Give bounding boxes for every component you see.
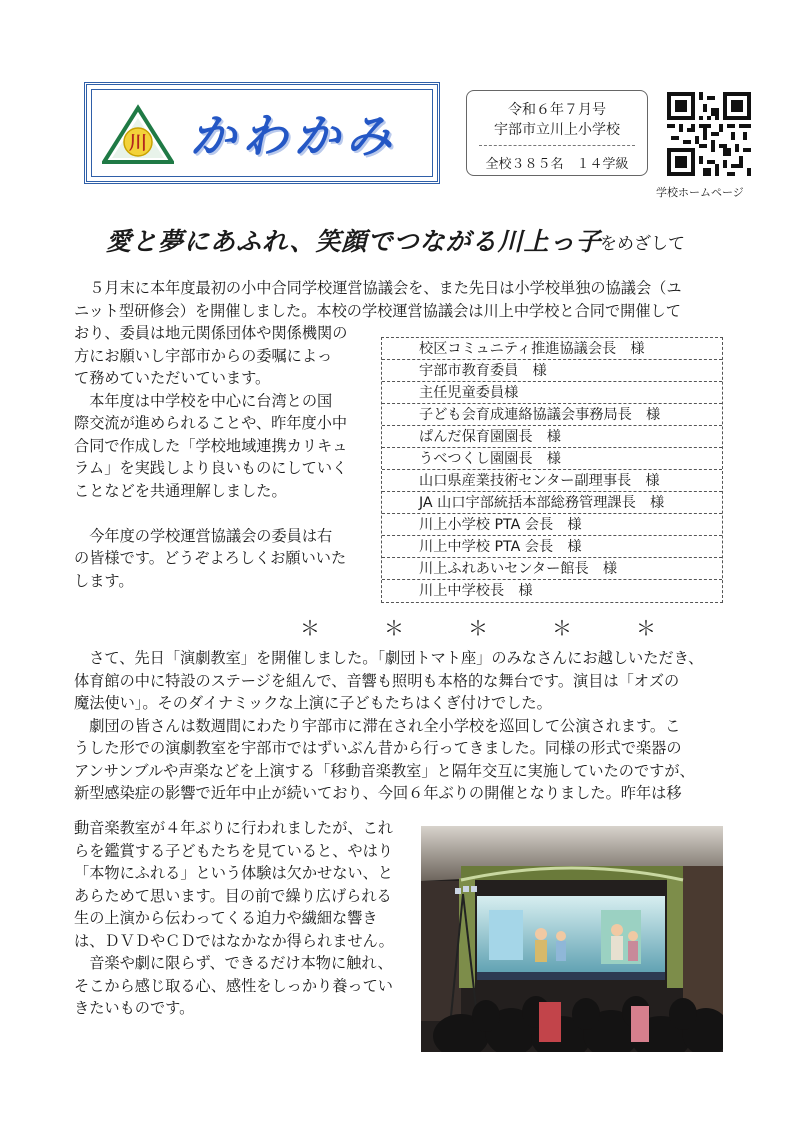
info-divider	[479, 145, 635, 146]
committee-members-list	[381, 337, 723, 603]
section2-line: そこから感じ取る心、感性をしっかり養ってい	[74, 976, 393, 995]
section1-line: します。	[74, 571, 134, 590]
masthead-frame	[91, 89, 433, 177]
section2-line: うした形での演劇教室を宇部市ではずいぶん昔から行ってきました。同様の形式で楽器の	[74, 739, 682, 757]
member-row: JA 山口宇部統括本部総務管理課長 様	[382, 492, 722, 514]
section2-line: 体育館の中に特設のステージを組んで、音響も照明も本格的な舞台です。演目は「オズの	[74, 671, 680, 690]
section2-line: 「本物にふれる」という体験は欠かせない、と	[74, 864, 393, 882]
section1-line: 本年度は中学校を中心に台湾との国	[74, 391, 333, 410]
member-row: うべつくし園園長 様	[382, 448, 722, 470]
section2-line: 生の上演から伝わってくる迫力や繊細な響き	[74, 909, 378, 927]
member-row: 川上ふれあいセンター館長 様	[382, 558, 722, 580]
headline-sub: をめざして	[600, 234, 685, 254]
member-row: 川上中学校 PTA 会長 様	[382, 536, 722, 558]
section2-line: 音楽や劇に限らず、できるだけ本物に触れ、	[74, 954, 393, 972]
newsletter-title: かわかみ	[190, 109, 398, 163]
enrollment: 全校３８５名 １４学級	[485, 157, 629, 172]
member-row: ぱんだ保育園園長 様	[382, 426, 722, 448]
section2-line: 新型感染症の影響で近年中止が続いており、今回６年ぶりの開催となりました。昨年は移	[74, 784, 682, 802]
section2-line: 魔法使い」。そのダイナミックな上演に子どもたちはくぎ付けでした。	[74, 694, 552, 712]
logo-char: 川	[129, 133, 147, 154]
section2-line: 劇団の皆さんは数週間にわたり宇部市に滞在され全小学校を巡回して公演されます。こ	[74, 716, 681, 735]
headline-main: 愛と夢にあふれ、笑顔でつながる川上っ子	[106, 227, 602, 256]
section1-intro	[74, 277, 734, 322]
section1-line: て務めていただいています。	[74, 369, 271, 387]
section1-line: の皆様です。どうぞよろしくお願いいた	[74, 549, 347, 567]
section1-line: おり、委員は地元関係団体や関係機関の	[74, 324, 348, 342]
section2-intro	[74, 647, 734, 805]
issue-info-box	[466, 90, 648, 176]
section2-line: さて、先日「演劇教室」を開催しました。「劇団トマト座」のみなさんにお越しいただき、	[74, 649, 704, 667]
section2-line: アンサンブルや声楽などを上演する「移動音楽教室」と隔年交互に実施していたのですが、	[74, 761, 695, 780]
member-row: 川上中学校長 様	[419, 583, 533, 599]
section-divider: ＊ ＊ ＊ ＊ ＊	[300, 616, 678, 640]
member-row: 山口県産業技術センター副理事長 様	[382, 470, 722, 492]
section2-line: らを鑑賞する子どもたちを見ていると、やはり	[74, 841, 393, 860]
theater-performance-photo	[421, 826, 723, 1052]
section1-line: 合同で作成した「学校地域連携カリキュ	[74, 436, 348, 455]
masthead	[84, 82, 440, 184]
member-row: 主任児童委員様	[382, 382, 722, 404]
section1-line: ことなどを共通理解しました。	[74, 481, 287, 500]
member-row: 子ども会育成連絡協議会事務局長 様	[382, 404, 722, 426]
member-row: 宇部市教育委員 様	[382, 360, 722, 382]
section1-line: ニット型研修会）を開催しました。本校の学校運営協議会は川上中学校と合同で開催して	[74, 301, 681, 320]
section1-blank	[74, 502, 374, 525]
section2-line: は、ＤＶＤやＣＤではなかなか得られません。	[74, 931, 394, 950]
section2-left-column	[74, 817, 414, 1020]
section1-line: 方にお願いし宇部市からの委嘱によっ	[74, 346, 333, 365]
issue-date: 令和６年７月号	[508, 102, 606, 118]
section2-line: きたいものです。	[74, 999, 195, 1017]
school-logo-icon	[102, 104, 174, 166]
section1-line: ラム」を実践しより良いものにしていく	[74, 459, 348, 477]
section2-line: 動音楽教室が４年ぶりに行われましたが、これ	[74, 819, 393, 837]
section1-line: 今年度の学校運営協議会の委員は右	[74, 526, 333, 545]
section1-left-column	[74, 322, 374, 592]
section2-line: あらためて思います。目の前で繰り広げられる	[74, 886, 392, 905]
member-row: 川上小学校 PTA 会長 様	[382, 514, 722, 536]
section1-line: 際交流が進められることや、昨年度小中	[74, 414, 348, 432]
member-row: 校区コミュニティ推進協議会長 様	[382, 338, 722, 360]
school-name: 宇部市立川上小学校	[494, 122, 620, 138]
qr-code-icon[interactable]	[667, 92, 751, 176]
qr-caption: 学校ホームページ	[656, 186, 744, 199]
section1-line: ５月末に本年度最初の小中合同学校運営協議会を、また先日は小学校単独の協議会（ユ	[74, 279, 682, 297]
